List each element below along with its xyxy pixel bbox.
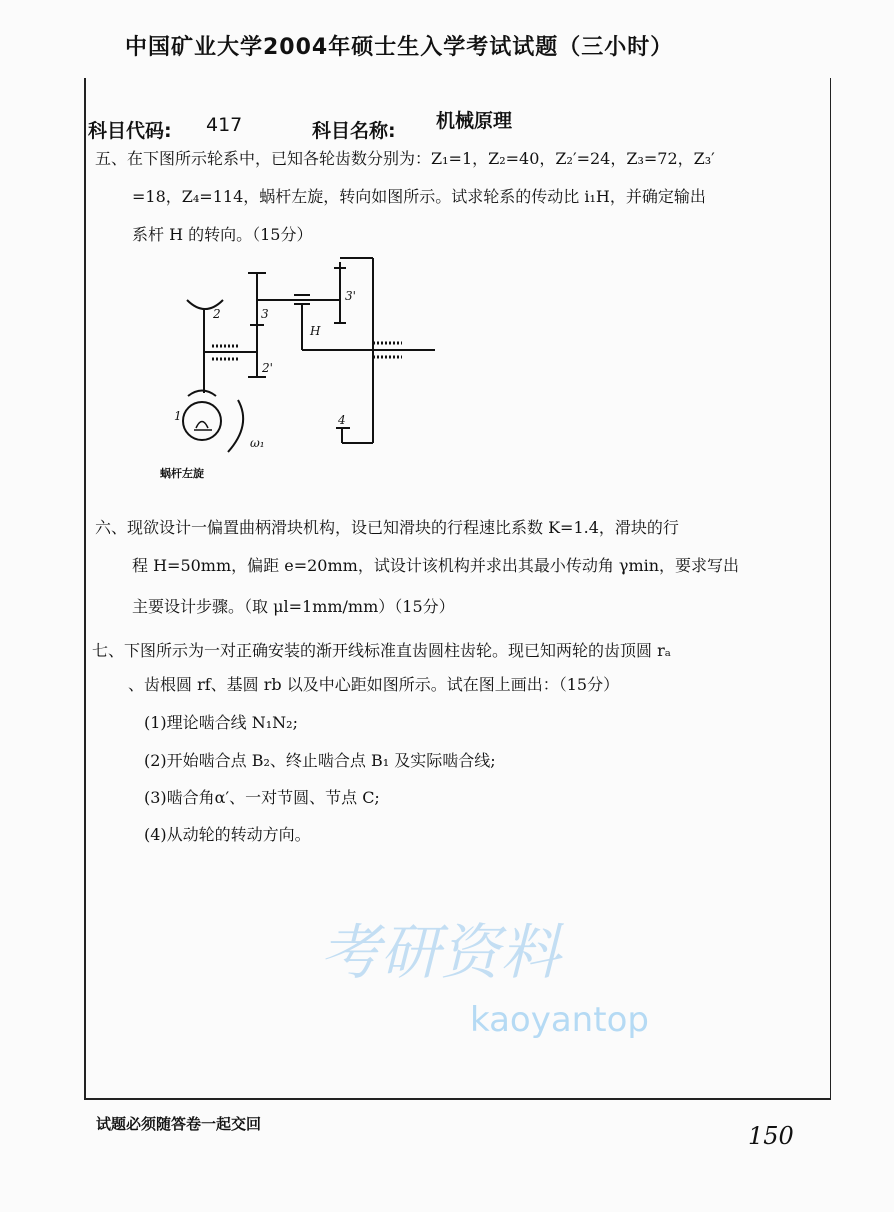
- page-number: 150: [748, 1122, 794, 1150]
- q6-line3: 主要设计步骤。（取 μl=1mm/mm）（15分）: [132, 597, 455, 616]
- q6-line1: 六、现欲设计一偏置曲柄滑块机构，设已知滑块的行程速比系数 K=1.4，滑块的行: [95, 518, 679, 537]
- watermark-en: kaoyantop: [470, 1000, 649, 1040]
- q5-line1: 五、在下图所示轮系中，已知各轮齿数分别为：Z₁=1，Z₂=40，Z₂′=24，Z₃=72，Z₃′: [95, 149, 715, 168]
- subject-code: 417: [206, 114, 243, 136]
- q7-line1: 七、下图所示为一对正确安装的渐开线标准直齿圆柱齿轮。现已知两轮的齿顶圆 rₐ: [92, 641, 671, 660]
- q6-line2: 程 H=50mm，偏距 e=20mm，试设计该机构并求出其最小传动角 γmin，要求写出: [132, 556, 740, 575]
- footer-note: 试题必须随答卷一起交回: [96, 1115, 262, 1133]
- label-1: 1: [174, 409, 182, 423]
- watermark-cn: 考研资料: [320, 918, 560, 988]
- label-4: 4: [338, 413, 346, 427]
- q7-item: (1)理论啮合线 N₁N₂;: [144, 713, 298, 732]
- label-3: 3: [261, 307, 269, 321]
- gear-train-diagram: [0, 0, 894, 500]
- label-3prime: 3': [345, 289, 356, 303]
- label-omega1: ω₁: [250, 436, 265, 450]
- q7-line2: 、齿根圆 rf、基圆 rb 以及中心距如图所示。试在图上画出：（15分）: [128, 675, 620, 694]
- q5-line2: =18，Z₄=114，蜗杆左旋，转向如图所示。试求轮系的传动比 i₁H，并确定输出: [132, 187, 706, 206]
- q7-item: (3)啮合角α′、一对节圆、节点 C;: [144, 788, 380, 807]
- label-H: H: [310, 324, 321, 338]
- label-2prime: 2': [262, 361, 273, 375]
- diagram-caption: 蜗杆左旋: [160, 467, 204, 480]
- subject-code-label: 科目代码:: [88, 120, 172, 142]
- label-2: 2: [213, 307, 221, 321]
- q7-item: (2)开始啮合点 B₂、终止啮合点 B₁ 及实际啮合线;: [144, 751, 496, 770]
- q5-line3: 系杆 H 的转向。（15分）: [132, 225, 313, 244]
- subject-name-label: 科目名称:: [312, 120, 396, 142]
- q7-item: (4)从动轮的转动方向。: [144, 825, 311, 844]
- page-title: 中国矿业大学2004年硕士生入学考试试题（三小时）: [125, 35, 674, 60]
- subject-name: 机械原理: [436, 110, 513, 132]
